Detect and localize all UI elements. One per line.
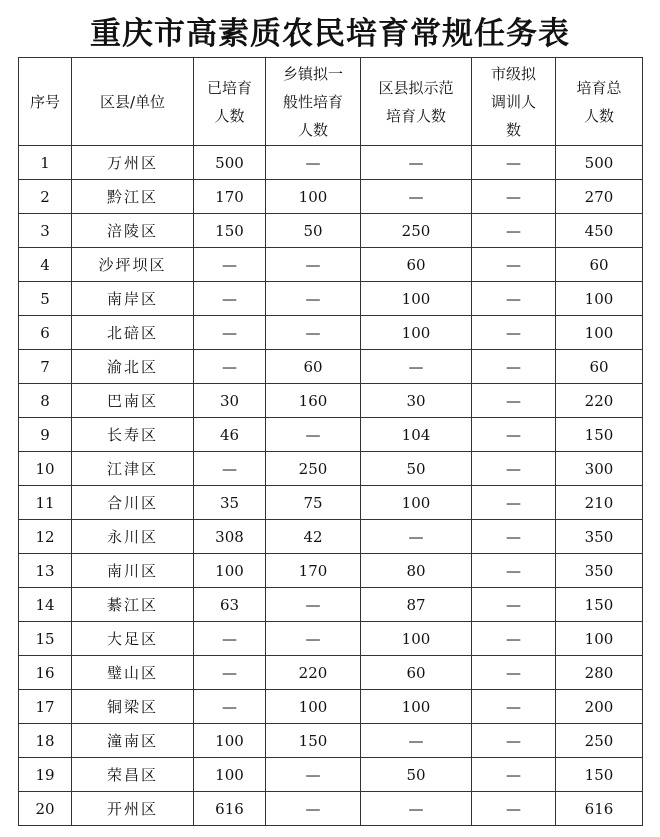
cell-index: 9 — [19, 418, 72, 452]
cell-township: — — [266, 146, 361, 180]
cell-total: 500 — [556, 146, 643, 180]
cell-total: 100 — [556, 622, 643, 656]
cell-district: 璧山区 — [72, 656, 194, 690]
cell-trained: — — [194, 350, 266, 384]
cell-district: 巴南区 — [72, 384, 194, 418]
cell-index: 5 — [19, 282, 72, 316]
cell-total: 280 — [556, 656, 643, 690]
header-line: 人数 — [297, 120, 328, 139]
header-line: 般性培育 — [282, 92, 343, 111]
header-line: 乡镇拟一 — [282, 64, 343, 83]
cell-township: — — [266, 316, 361, 350]
cell-trained: 100 — [194, 554, 266, 588]
header-line: 培育人数 — [385, 106, 446, 125]
table-row — [19, 588, 643, 622]
cell-trained: 35 — [194, 486, 266, 520]
cell-index: 2 — [19, 180, 72, 214]
table-row — [19, 724, 643, 758]
cell-city: — — [472, 622, 556, 656]
cell-index: 7 — [19, 350, 72, 384]
cell-county: 50 — [361, 758, 472, 792]
cell-trained: — — [194, 656, 266, 690]
cell-total: 300 — [556, 452, 643, 486]
cell-index: 13 — [19, 554, 72, 588]
cell-district: 南川区 — [72, 554, 194, 588]
table-row — [19, 316, 643, 350]
cell-township: 60 — [266, 350, 361, 384]
cell-district: 万州区 — [72, 146, 194, 180]
cell-district: 江津区 — [72, 452, 194, 486]
table-row — [19, 690, 643, 724]
cell-trained: 100 — [194, 724, 266, 758]
cell-total: 350 — [556, 554, 643, 588]
cell-trained: 100 — [194, 758, 266, 792]
cell-district: 北碚区 — [72, 316, 194, 350]
cell-total: 100 — [556, 282, 643, 316]
cell-total: 210 — [556, 486, 643, 520]
header-county — [361, 58, 472, 146]
cell-index: 1 — [19, 146, 72, 180]
cell-city: — — [472, 248, 556, 282]
cell-township: 100 — [266, 180, 361, 214]
cell-index: 20 — [19, 792, 72, 826]
header-city — [472, 58, 556, 146]
cell-district: 永川区 — [72, 520, 194, 554]
cell-trained: — — [194, 282, 266, 316]
cell-county: 100 — [361, 282, 472, 316]
cell-trained: 150 — [194, 214, 266, 248]
cell-county: 60 — [361, 248, 472, 282]
cell-city: — — [472, 350, 556, 384]
cell-total: 60 — [556, 350, 643, 384]
cell-district: 沙坪坝区 — [72, 248, 194, 282]
table-row — [19, 758, 643, 792]
cell-township: — — [266, 758, 361, 792]
cell-district: 綦江区 — [72, 588, 194, 622]
cell-district: 荣昌区 — [72, 758, 194, 792]
header-township — [266, 58, 361, 146]
cell-total: 100 — [556, 316, 643, 350]
cell-township: — — [266, 282, 361, 316]
cell-index: 18 — [19, 724, 72, 758]
cell-district: 长寿区 — [72, 418, 194, 452]
cell-city: — — [472, 588, 556, 622]
cell-city: — — [472, 418, 556, 452]
cell-township: — — [266, 622, 361, 656]
header-line: 区县/单位 — [99, 92, 166, 111]
cell-index: 3 — [19, 214, 72, 248]
cell-township: 250 — [266, 452, 361, 486]
cell-city: — — [472, 282, 556, 316]
cell-city: — — [472, 214, 556, 248]
cell-trained: 170 — [194, 180, 266, 214]
cell-county: 250 — [361, 214, 472, 248]
cell-city: — — [472, 180, 556, 214]
cell-county: 50 — [361, 452, 472, 486]
cell-trained: 308 — [194, 520, 266, 554]
cell-city: — — [472, 554, 556, 588]
cell-index: 4 — [19, 248, 72, 282]
cell-trained: 500 — [194, 146, 266, 180]
cell-city: — — [472, 316, 556, 350]
header-line: 区县拟示范 — [378, 78, 454, 97]
table-row — [19, 520, 643, 554]
cell-city: — — [472, 758, 556, 792]
header-total — [556, 58, 643, 146]
cell-total: 200 — [556, 690, 643, 724]
cell-total: 350 — [556, 520, 643, 554]
cell-county: 60 — [361, 656, 472, 690]
cell-index: 12 — [19, 520, 72, 554]
cell-district: 铜梁区 — [72, 690, 194, 724]
cell-county: 100 — [361, 316, 472, 350]
cell-county: 30 — [361, 384, 472, 418]
cell-total: 60 — [556, 248, 643, 282]
cell-trained: — — [194, 248, 266, 282]
cell-township: — — [266, 588, 361, 622]
cell-trained: 46 — [194, 418, 266, 452]
cell-county: — — [361, 724, 472, 758]
header-trained — [194, 58, 266, 146]
cell-total: 150 — [556, 418, 643, 452]
table-row — [19, 282, 643, 316]
cell-township: — — [266, 418, 361, 452]
cell-district: 合川区 — [72, 486, 194, 520]
header-line: 市级拟 — [490, 64, 536, 83]
cell-total: 150 — [556, 758, 643, 792]
table-row — [19, 622, 643, 656]
cell-total: 250 — [556, 724, 643, 758]
table-row — [19, 418, 643, 452]
table-body — [19, 146, 643, 826]
cell-township: — — [266, 248, 361, 282]
cell-index: 8 — [19, 384, 72, 418]
cell-index: 19 — [19, 758, 72, 792]
cell-total: 220 — [556, 384, 643, 418]
cell-city: — — [472, 690, 556, 724]
cell-city: — — [472, 724, 556, 758]
cell-county: 100 — [361, 486, 472, 520]
cell-township: 42 — [266, 520, 361, 554]
cell-township: 160 — [266, 384, 361, 418]
table-row — [19, 452, 643, 486]
table-row — [19, 146, 643, 180]
cell-township: 100 — [266, 690, 361, 724]
header-row — [19, 58, 643, 146]
cell-city: — — [472, 792, 556, 826]
cell-county: 104 — [361, 418, 472, 452]
cell-township: 220 — [266, 656, 361, 690]
cell-index: 10 — [19, 452, 72, 486]
header-line: 人数 — [583, 106, 614, 125]
cell-trained: — — [194, 622, 266, 656]
cell-county: — — [361, 520, 472, 554]
header-district — [72, 58, 194, 146]
table-row — [19, 180, 643, 214]
cell-district: 渝北区 — [72, 350, 194, 384]
cell-township: 50 — [266, 214, 361, 248]
cell-total: 150 — [556, 588, 643, 622]
table-row — [19, 214, 643, 248]
cell-trained: — — [194, 316, 266, 350]
cell-city: — — [472, 520, 556, 554]
table-row — [19, 656, 643, 690]
cell-city: — — [472, 656, 556, 690]
table-row — [19, 486, 643, 520]
page-title: 重庆市高素质农民培育常规任务表 — [90, 16, 570, 52]
cell-township: 170 — [266, 554, 361, 588]
header-line: 人数 — [214, 106, 245, 125]
header-line: 序号 — [29, 92, 60, 111]
cell-county: 87 — [361, 588, 472, 622]
cell-district: 南岸区 — [72, 282, 194, 316]
cell-total: 616 — [556, 792, 643, 826]
header-line: 已培育 — [206, 78, 252, 97]
table-row — [19, 554, 643, 588]
cell-district: 开州区 — [72, 792, 194, 826]
cell-index: 16 — [19, 656, 72, 690]
cell-index: 14 — [19, 588, 72, 622]
cell-county: — — [361, 180, 472, 214]
cell-county: 100 — [361, 622, 472, 656]
cell-index: 15 — [19, 622, 72, 656]
cell-trained: — — [194, 452, 266, 486]
cell-county: — — [361, 146, 472, 180]
cell-county: — — [361, 350, 472, 384]
cell-index: 11 — [19, 486, 72, 520]
table-row — [19, 248, 643, 282]
cell-trained: 616 — [194, 792, 266, 826]
table-row — [19, 350, 643, 384]
cell-county: 100 — [361, 690, 472, 724]
cell-city: — — [472, 146, 556, 180]
header-line: 数 — [505, 120, 521, 139]
cell-index: 6 — [19, 316, 72, 350]
cell-county: 80 — [361, 554, 472, 588]
header-index — [19, 58, 72, 146]
cell-total: 450 — [556, 214, 643, 248]
header-line: 培育总 — [576, 78, 622, 97]
task-table — [18, 57, 643, 826]
cell-district: 大足区 — [72, 622, 194, 656]
cell-trained: 63 — [194, 588, 266, 622]
cell-trained: — — [194, 690, 266, 724]
cell-city: — — [472, 452, 556, 486]
cell-township: — — [266, 792, 361, 826]
header-line: 调训人 — [490, 92, 536, 111]
cell-index: 17 — [19, 690, 72, 724]
table-row — [19, 384, 643, 418]
cell-county: — — [361, 792, 472, 826]
cell-city: — — [472, 384, 556, 418]
table-row — [19, 792, 643, 826]
cell-district: 潼南区 — [72, 724, 194, 758]
cell-township: 150 — [266, 724, 361, 758]
cell-district: 黔江区 — [72, 180, 194, 214]
cell-city: — — [472, 486, 556, 520]
cell-district: 涪陵区 — [72, 214, 194, 248]
cell-township: 75 — [266, 486, 361, 520]
cell-total: 270 — [556, 180, 643, 214]
cell-trained: 30 — [194, 384, 266, 418]
